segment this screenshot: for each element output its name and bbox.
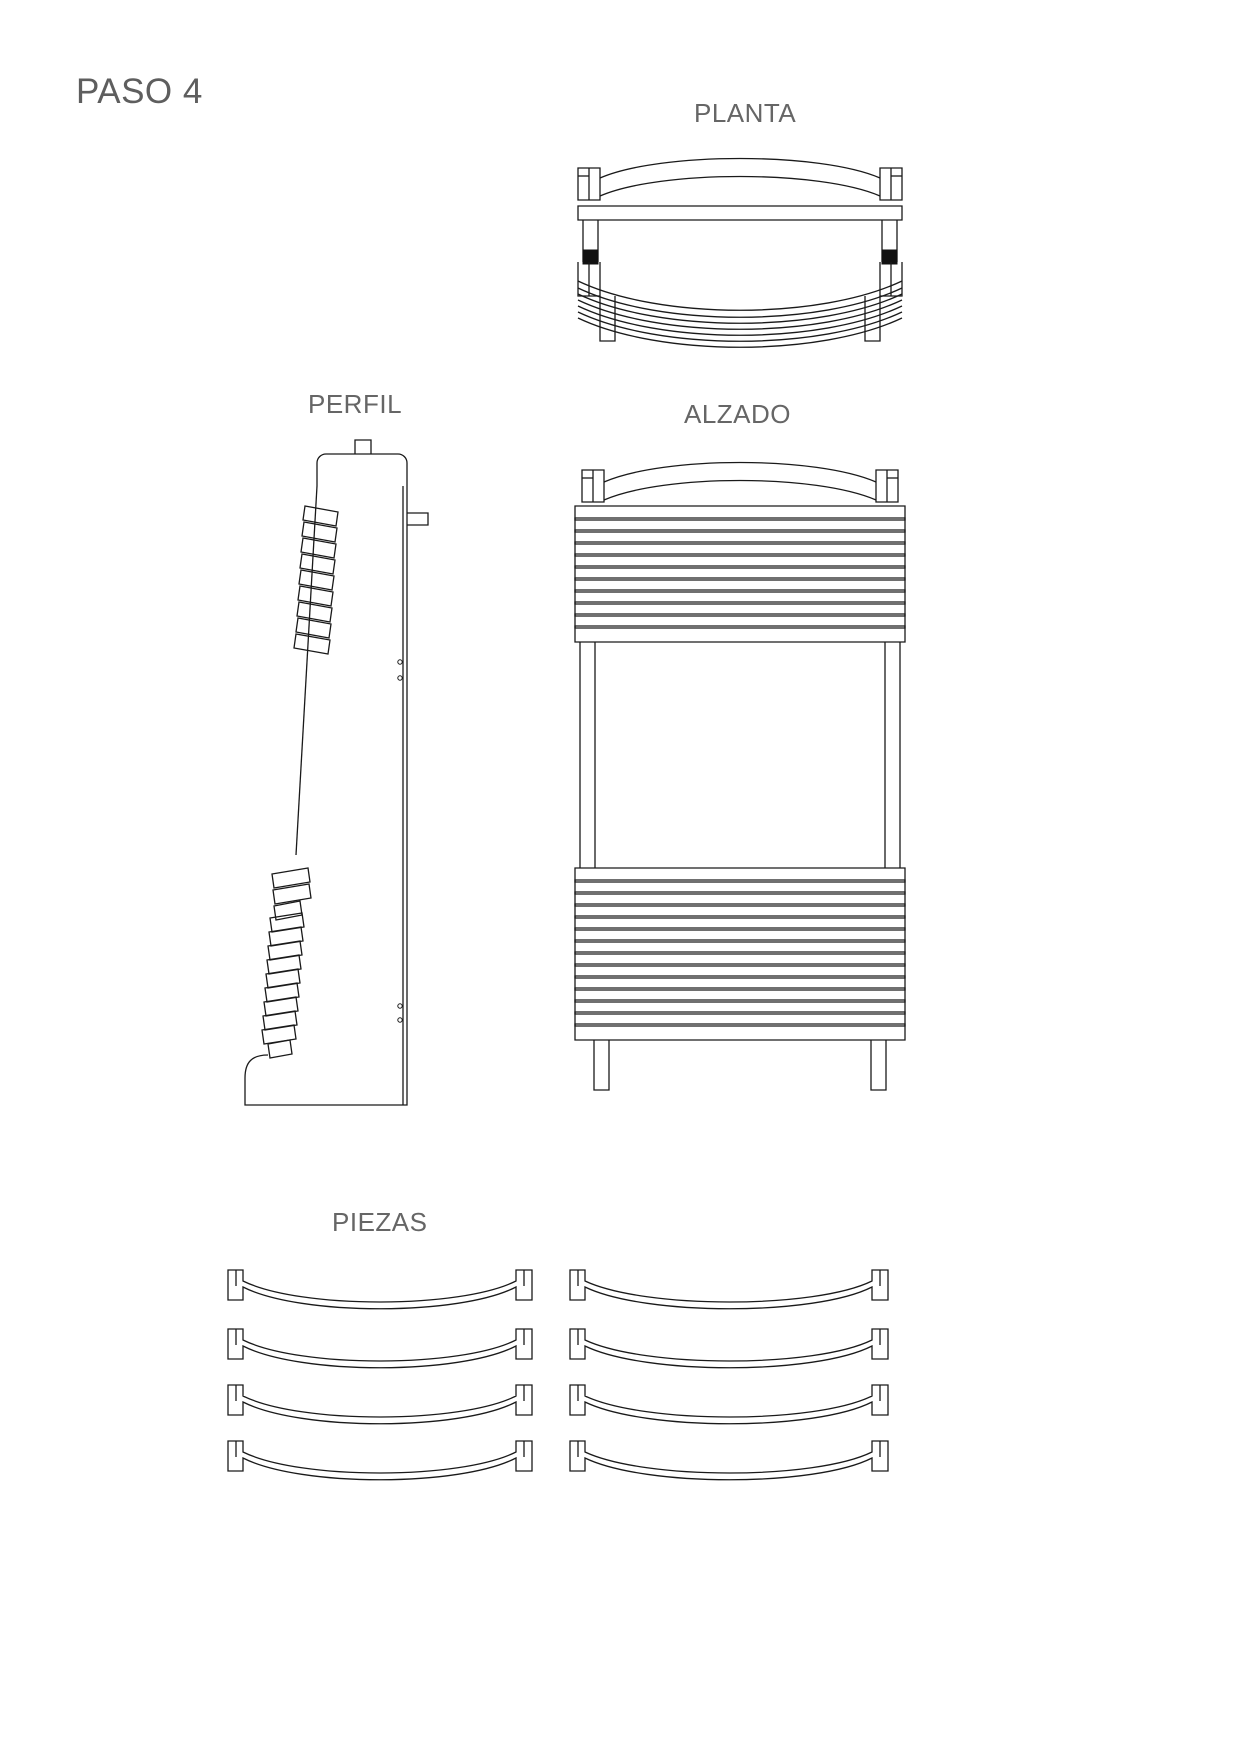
perfil-view bbox=[245, 440, 428, 1105]
piezas-left-column bbox=[228, 1270, 532, 1480]
planta-view bbox=[578, 159, 902, 348]
view-label-piezas: PIEZAS bbox=[332, 1207, 428, 1237]
alzado-top-slats bbox=[575, 506, 905, 642]
piezas-right-column bbox=[570, 1270, 888, 1480]
alzado-bottom-slats bbox=[575, 868, 905, 1040]
view-label-alzado: ALZADO bbox=[684, 399, 792, 429]
view-label-planta: PLANTA bbox=[694, 98, 797, 128]
alzado-view bbox=[575, 463, 905, 1091]
view-label-perfil: PERFIL bbox=[308, 389, 403, 419]
piezas-view bbox=[228, 1270, 888, 1480]
page-title: PASO 4 bbox=[76, 72, 203, 111]
